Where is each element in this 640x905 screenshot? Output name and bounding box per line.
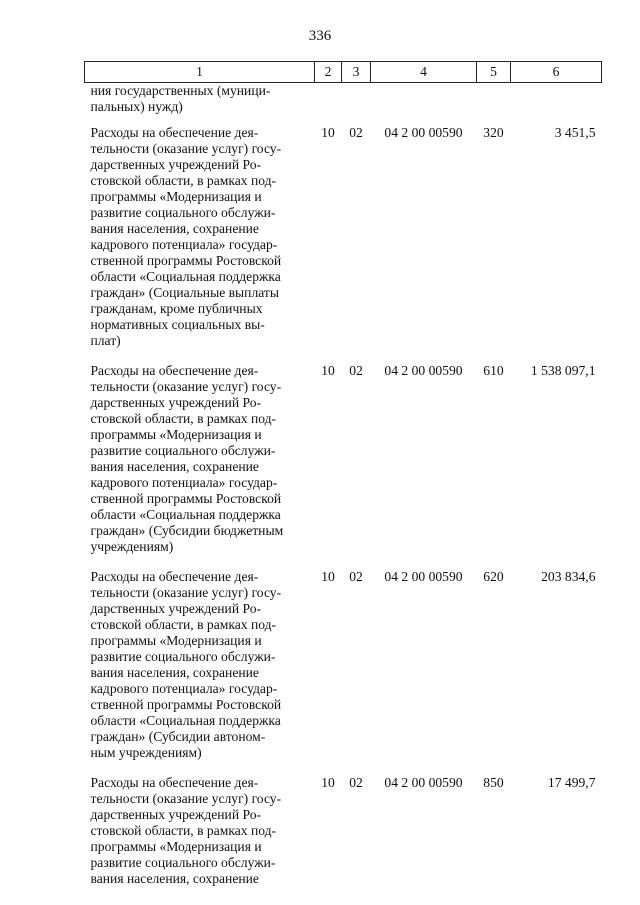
- row-expense-type: 610: [483, 363, 504, 378]
- row-target-article: 04 2 00 00590: [384, 125, 463, 140]
- row-section: 10: [321, 125, 335, 140]
- row-subsection: 02: [349, 569, 363, 584]
- table-body: [85, 83, 602, 902]
- continuation-text: ния государственных (муници- пальных) нужд): [90, 83, 271, 114]
- row-description: Расходы на обеспечение дея- тельности (оказание услуг) госу- дарственных учреждений Ро- стовской области, в рамках под- программы «Модернизация и развитие социального обслужи- вания населения, сохранение кадрового потенциала» государ- ственной программы Ростовской области «Социальная поддержка граждан» (Социальные выплаты гражданам, кроме публичных нормативных социальных вы- плат): [90, 125, 282, 348]
- row-target-article: 04 2 00 00590: [384, 363, 463, 378]
- row-section: 10: [321, 569, 335, 584]
- row-amount: 3 451,5: [554, 125, 596, 140]
- header-col-4: 4: [371, 62, 477, 83]
- table-header: [85, 62, 602, 83]
- table-row: [85, 125, 602, 363]
- row-expense-type: 320: [483, 125, 504, 140]
- table-row: [85, 363, 602, 569]
- row-expense-type: 620: [483, 569, 504, 584]
- row-section: 10: [321, 363, 335, 378]
- page-number: 336: [308, 28, 332, 44]
- row-subsection: 02: [349, 125, 363, 140]
- row-description: Расходы на обеспечение дея- тельности (оказание услуг) госу- дарственных учреждений Ро- стовской области, в рамках под- программы «Модернизация и развитие социального обслужи- вания населения, сохранение: [90, 775, 282, 886]
- header-col-6: 6: [511, 62, 602, 83]
- row-amount: 203 834,6: [541, 569, 596, 584]
- header-row: [85, 62, 602, 83]
- row-subsection: 02: [349, 363, 363, 378]
- header-col-5: 5: [477, 62, 511, 83]
- row-amount: 17 499,7: [547, 775, 596, 790]
- row-target-article: 04 2 00 00590: [384, 569, 463, 584]
- row-section: 10: [321, 775, 335, 790]
- row-expense-type: 850: [483, 775, 504, 790]
- row-description: Расходы на обеспечение дея- тельности (оказание услуг) госу- дарственных учреждений Ро- стовской области, в рамках под- программы «Модернизация и развитие социального обслужи- вания населения, сохранение кадрового потенциала» государ- ственной программы Ростовской области «Социальная поддержка граждан» (Субсидии бюджетным учреждениям): [90, 363, 284, 554]
- header-col-1: 1: [85, 62, 315, 83]
- continuation-row: [85, 83, 602, 126]
- row-amount: 1 538 097,1: [530, 363, 596, 378]
- header-col-2: 2: [315, 62, 342, 83]
- row-subsection: 02: [349, 775, 363, 790]
- table-row: [85, 775, 602, 901]
- row-target-article: 04 2 00 00590: [384, 775, 463, 790]
- table-row: [85, 569, 602, 775]
- header-col-3: 3: [342, 62, 371, 83]
- budget-table: [84, 61, 602, 901]
- row-description: Расходы на обеспечение дея- тельности (оказание услуг) госу- дарственных учреждений Ро- стовской области, в рамках под- программы «Модернизация и развитие социального обслужи- вания населения, сохранение кадрового потенциала» государ- ственной программы Ростовской области «Социальная поддержка граждан» (Субсидии автоном- ным учреждениям): [90, 569, 282, 760]
